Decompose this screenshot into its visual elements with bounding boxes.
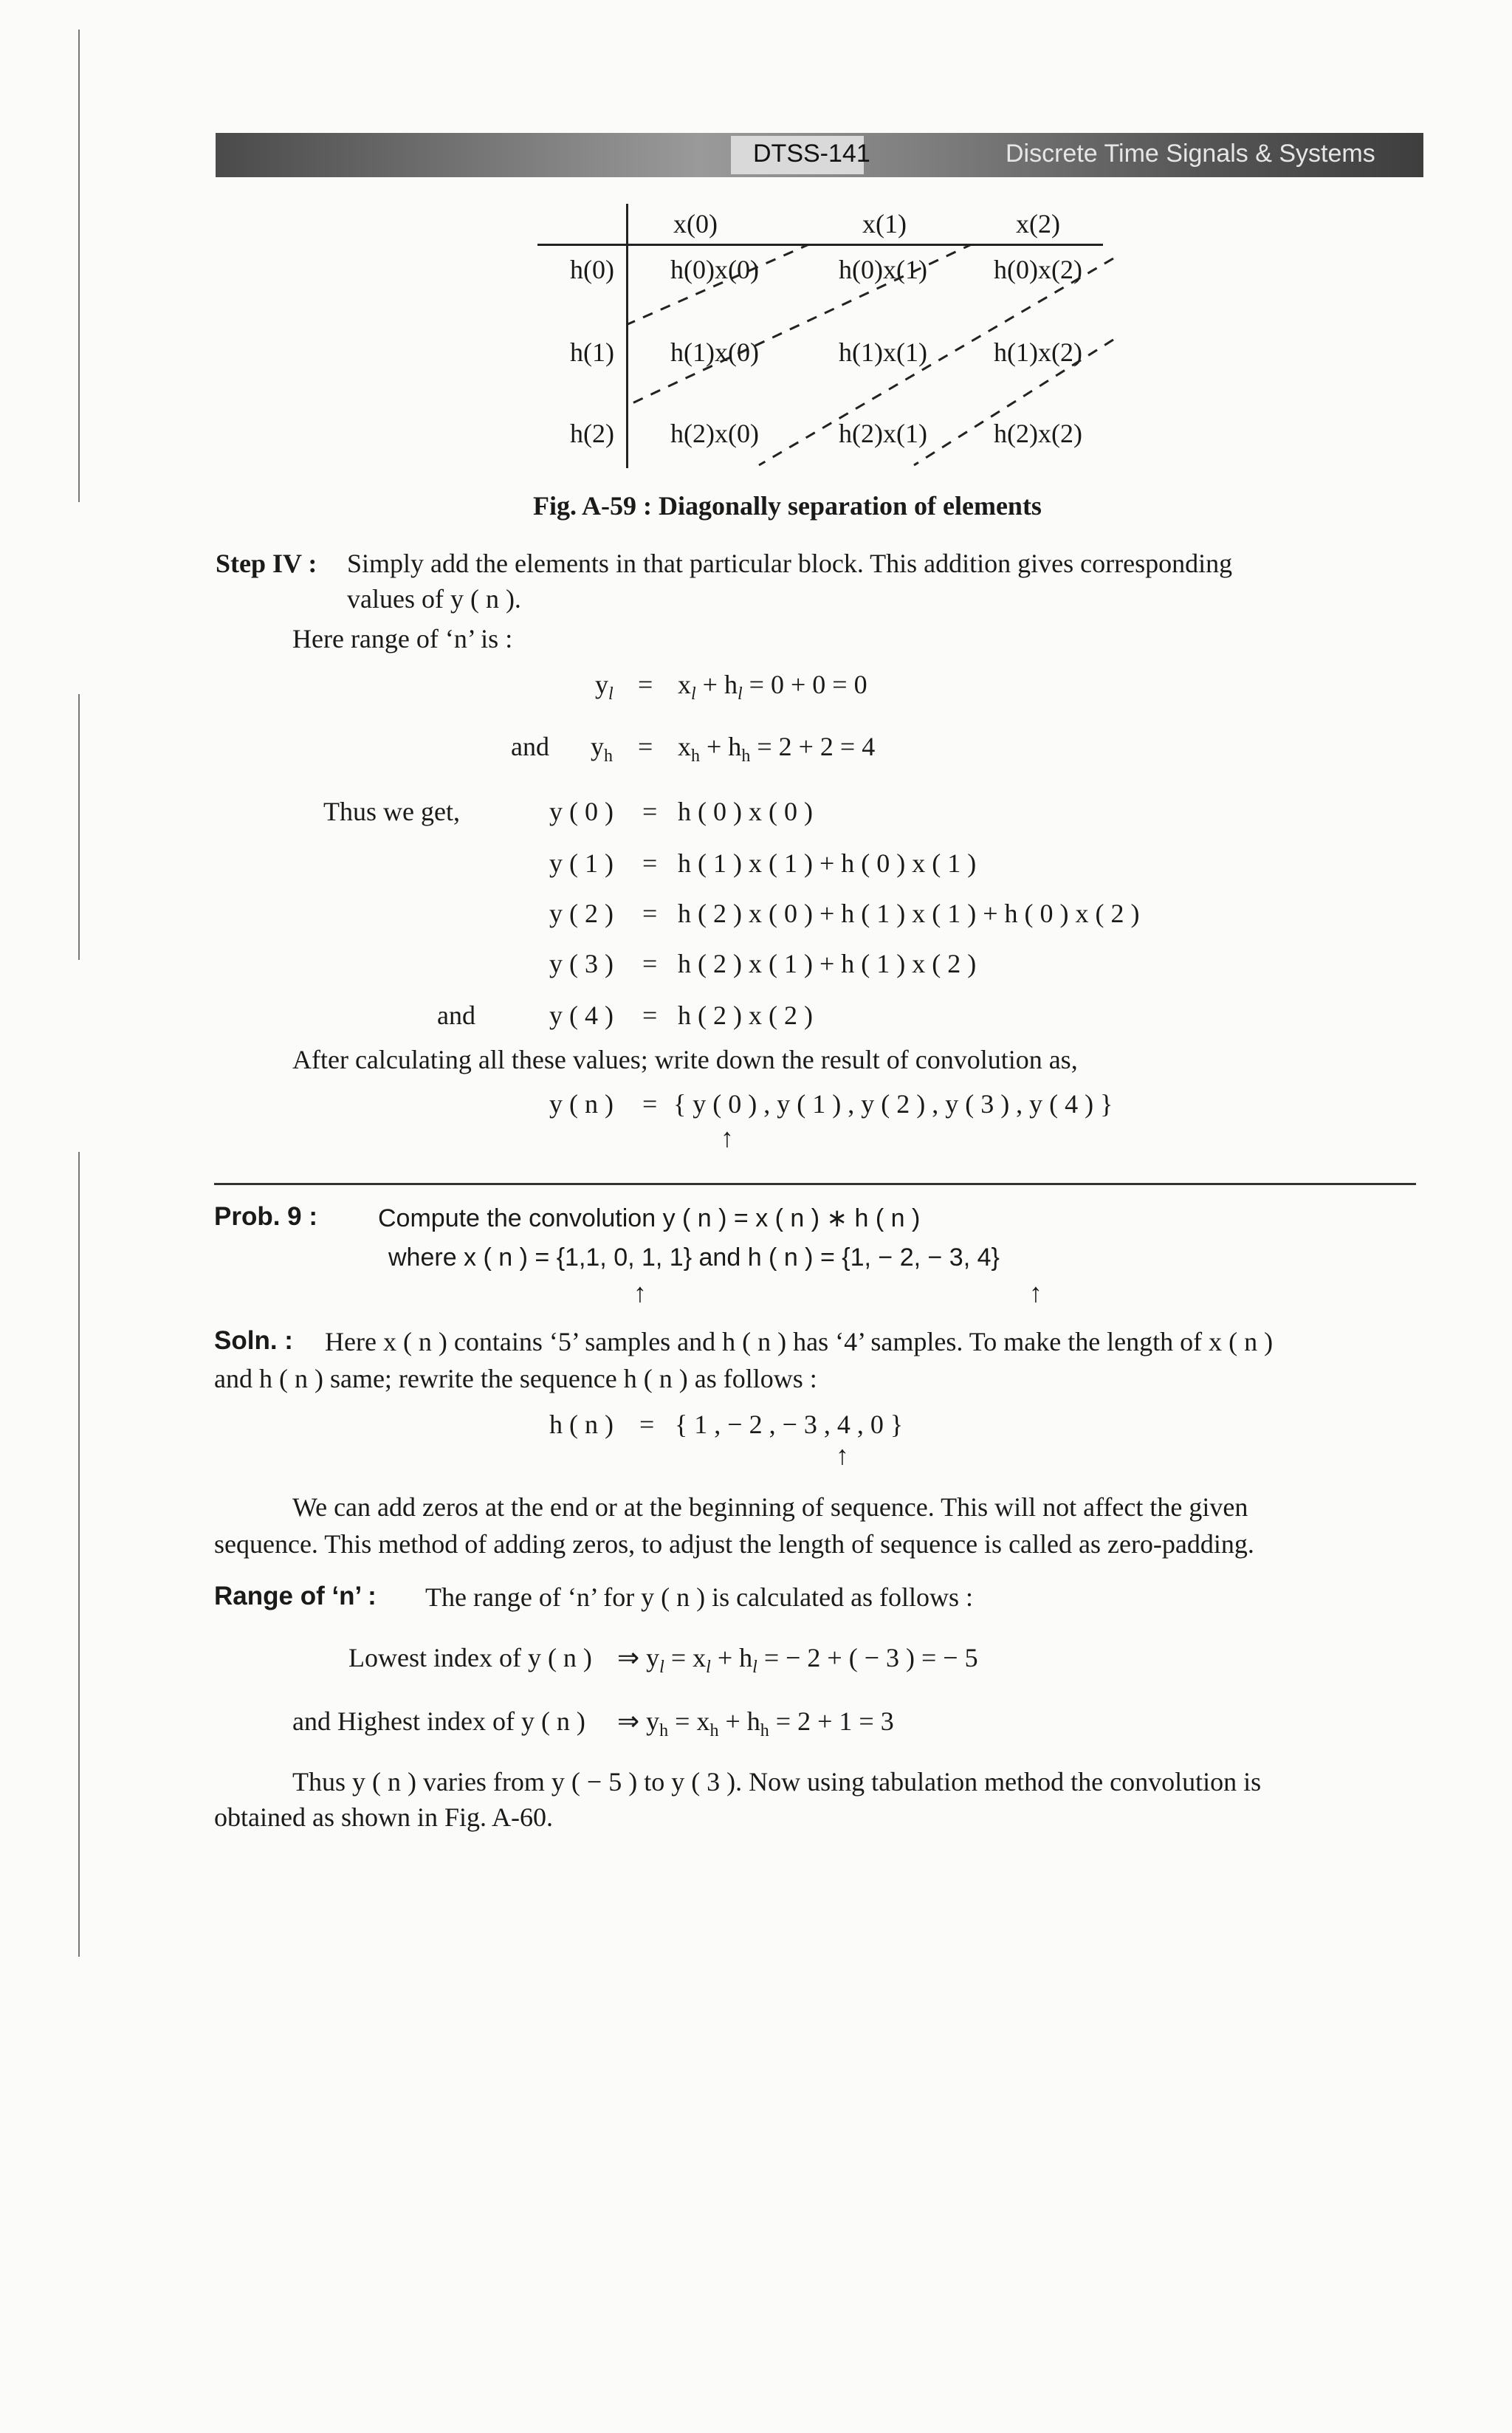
yl-rhs-sub: l: [691, 684, 696, 704]
paragraph-text: obtained as shown in Fig. A-60.: [214, 1802, 553, 1832]
yl-rhs: [678, 669, 867, 704]
col-header: x(1): [862, 209, 907, 239]
lowest-rhs-x: = x: [670, 1643, 707, 1672]
range-label: Range of ‘n’ :: [214, 1582, 377, 1610]
yh-rhs-h: + h: [707, 732, 742, 761]
col-header: x(2): [1016, 209, 1060, 239]
table-cell: h(1)x(0): [670, 337, 759, 367]
and-label: and: [437, 1001, 475, 1030]
result-rhs: { y ( 0 ) , y ( 1 ) , y ( 2 ) , y ( 3 ) , y ( 4 ) }: [673, 1089, 1113, 1119]
yh-rhs-x: x: [678, 732, 691, 761]
lowest-rhs-sub: l: [706, 1658, 711, 1678]
lowest-index-text: Lowest index of y ( n ): [348, 1643, 592, 1672]
diagonal-dashed-lines: [626, 244, 1143, 480]
paragraph-text: We can add zeros at the end or at the beginning of sequence. This will not affect the given: [292, 1492, 1248, 1522]
col-header: x(0): [673, 209, 718, 239]
yh-rhs-sub: h: [691, 747, 700, 766]
table-cell: h(2)x(2): [994, 419, 1082, 448]
lowest-index-math: [617, 1642, 978, 1678]
highest-sub: h: [659, 1721, 669, 1741]
after-text: After calculating all these values; write down the result of convolution as,: [292, 1045, 1078, 1074]
highest-rhs-sub: h: [709, 1721, 719, 1741]
result-lhs: y ( n ): [549, 1089, 614, 1119]
and-label: and: [511, 732, 549, 761]
diagonal-line: [626, 244, 811, 325]
origin-arrow: ↑: [836, 1441, 849, 1470]
highest-value: = 2 + 1 = 3: [775, 1706, 894, 1736]
equals-sign: =: [638, 670, 653, 699]
problem-statement: where x ( n ) = {1,1, 0, 1, 1} and h ( n ) = {1, − 2, − 3, 4}: [388, 1243, 1000, 1272]
header-page-label: DTSS-141: [753, 140, 870, 168]
figure-caption: Fig. A-59 : Diagonally separation of elements: [533, 491, 1042, 521]
header-section-label: Discrete Time Signals & Systems: [1006, 140, 1375, 168]
y-eq-lhs: y ( 4 ): [549, 1001, 614, 1030]
y-eq-lhs: y ( 1 ): [549, 848, 614, 878]
y-eq-rhs: h ( 2 ) x ( 2 ): [678, 1001, 813, 1030]
table-cell: h(1)x(1): [839, 337, 927, 367]
yh-sub: h: [604, 747, 613, 766]
yh-lhs: y: [591, 732, 604, 761]
table-cell: h(0)x(1): [839, 255, 927, 284]
highest-index-text: and Highest index of y ( n ): [292, 1706, 585, 1736]
diagonal-line: [759, 258, 1113, 465]
yl-rhs2-sub: l: [737, 684, 743, 704]
row-header: h(0): [570, 255, 614, 284]
y-eq-rhs: h ( 2 ) x ( 0 ) + h ( 1 ) x ( 1 ) + h ( 0 ) x ( 2 ): [678, 899, 1140, 928]
paragraph-text: sequence. This method of adding zeros, to adjust the length of sequence is called as zero-padding.: [214, 1529, 1254, 1559]
lowest-rhs2-sub: l: [752, 1658, 757, 1678]
diagonal-line: [626, 244, 973, 406]
problem-statement: Compute the convolution y ( n ) = x ( n ) ∗ h ( n ): [378, 1204, 921, 1232]
y-eq-lhs: y ( 3 ): [549, 949, 614, 978]
highest-rhs2-sub: h: [760, 1721, 769, 1741]
y-eq-rhs: h ( 2 ) x ( 1 ) + h ( 1 ) x ( 2 ): [678, 949, 977, 978]
yl-rhs-x: x: [678, 670, 691, 699]
margin-scan-line: [78, 30, 80, 502]
y-eq-rhs: h ( 1 ) x ( 1 ) + h ( 0 ) x ( 1 ): [678, 848, 977, 878]
step-text: values of y ( n ).: [347, 584, 521, 614]
range-intro: The range of ‘n’ for y ( n ) is calculated as follows :: [425, 1582, 974, 1612]
table-cell: h(0)x(0): [670, 255, 759, 284]
highest-rhs-h: + h: [725, 1706, 760, 1736]
yl-rhs-h: + h: [702, 670, 738, 699]
lowest-rhs-h: + h: [717, 1643, 753, 1672]
y-eq-lhs: y ( 0 ): [549, 797, 614, 826]
yl-equation: [595, 669, 614, 704]
table-cell: h(1)x(2): [994, 337, 1082, 367]
origin-arrow: ↑: [633, 1278, 647, 1308]
row-header: h(1): [570, 337, 614, 367]
lowest-value: = − 2 + ( − 3 ) = − 5: [763, 1643, 978, 1672]
equals-sign: =: [642, 1001, 658, 1030]
solution-label: Soln. :: [214, 1326, 293, 1355]
y-eq-rhs: h ( 0 ) x ( 0 ): [678, 797, 813, 826]
equals-sign: =: [638, 732, 653, 761]
yh-rhs-value: = 2 + 2 = 4: [757, 732, 876, 761]
table-cell: h(2)x(0): [670, 419, 759, 448]
hn-rhs: { 1 , − 2 , − 3 , 4 , 0 }: [675, 1410, 904, 1439]
thus-label: Thus we get,: [323, 797, 460, 826]
equals-sign: =: [642, 899, 658, 928]
yh-equation: [591, 731, 613, 766]
paragraph-text: Thus y ( n ) varies from y ( − 5 ) to y ( 3 ). Now using tabulation method the convolution is: [292, 1767, 1262, 1797]
range-intro: Here range of ‘n’ is :: [292, 624, 513, 653]
margin-scan-line: [78, 1152, 80, 1957]
lowest-sub: l: [659, 1658, 664, 1678]
highest-index-math: [617, 1706, 894, 1741]
hn-lhs: h ( n ): [549, 1410, 614, 1439]
solution-text: and h ( n ) same; rewrite the sequence h ( n ) as follows :: [214, 1364, 817, 1393]
table-cell: h(2)x(1): [839, 419, 927, 448]
implies-y: ⇒ y: [617, 1706, 660, 1736]
equals-sign: =: [642, 1089, 658, 1119]
y-eq-lhs: y ( 2 ): [549, 899, 614, 928]
equals-sign: =: [642, 949, 658, 978]
yl-rhs-value: = 0 + 0 = 0: [749, 670, 867, 699]
implies-y: ⇒ y: [617, 1643, 660, 1672]
equals-sign: =: [639, 1410, 655, 1439]
yh-rhs2-sub: h: [741, 747, 751, 766]
yl-lhs: y: [595, 670, 608, 699]
margin-scan-line: [78, 694, 80, 960]
equals-sign: =: [642, 797, 658, 826]
section-divider: [214, 1183, 1416, 1185]
problem-label: Prob. 9 :: [214, 1202, 318, 1231]
equals-sign: =: [642, 848, 658, 878]
row-header: h(2): [570, 419, 614, 448]
origin-arrow: ↑: [721, 1123, 734, 1153]
yh-rhs: [678, 731, 875, 766]
solution-text: Here x ( n ) contains ‘5’ samples and h ( n ) has ‘4’ samples. To make the length of x ( n ): [325, 1327, 1274, 1356]
origin-arrow: ↑: [1029, 1278, 1042, 1308]
highest-rhs-x: = x: [675, 1706, 710, 1736]
step-label: Step IV :: [216, 549, 317, 578]
table-cell: h(0)x(2): [994, 255, 1082, 284]
yl-sub: l: [608, 684, 614, 704]
step-text: Simply add the elements in that particular block. This addition gives corresponding: [347, 549, 1233, 578]
